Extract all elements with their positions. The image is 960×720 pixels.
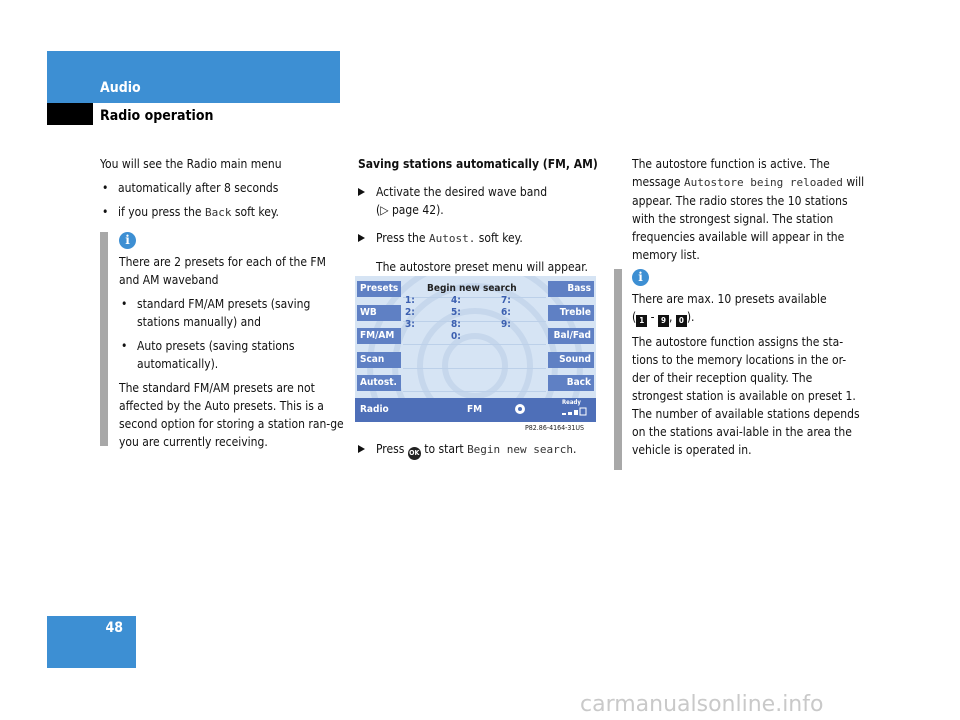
info-icon: i bbox=[632, 269, 649, 286]
step-text: Activate the desired wave band bbox=[376, 185, 548, 199]
step-result: The autostore preset menu will appear. bbox=[376, 260, 588, 274]
info-box bbox=[632, 269, 864, 465]
step-item bbox=[358, 440, 616, 460]
ok-button-icon: OK bbox=[408, 447, 421, 460]
subsection-title: Radio operation bbox=[100, 108, 214, 124]
step-text: Press bbox=[376, 442, 408, 456]
screen-title: Begin new search bbox=[427, 283, 517, 294]
divider bbox=[403, 391, 546, 392]
info-box-bar bbox=[100, 232, 108, 446]
preset-slot: 0: bbox=[451, 331, 461, 342]
softkey-scan[interactable]: Scan bbox=[357, 352, 401, 368]
page-number: 48 bbox=[105, 620, 123, 636]
divider bbox=[403, 344, 546, 345]
softkey-label: Autost. bbox=[428, 232, 476, 245]
body-text-part: The autostore function is active. The message bbox=[632, 157, 830, 189]
preset-slot: 7: bbox=[501, 295, 511, 306]
softkey-bal-fad[interactable]: Bal/Fad bbox=[548, 328, 594, 344]
divider bbox=[403, 368, 546, 369]
info-icon: i bbox=[119, 232, 136, 249]
info-keys bbox=[632, 308, 864, 327]
page-reference: (▷ page 42). bbox=[376, 203, 444, 217]
disc-icon bbox=[515, 404, 525, 414]
bullet-item bbox=[100, 203, 340, 222]
column-2 bbox=[358, 155, 598, 276]
comma: , bbox=[668, 310, 676, 324]
bullet-text: soft key. bbox=[231, 205, 279, 219]
softkey-back[interactable]: Back bbox=[548, 375, 594, 391]
arrow-icon bbox=[358, 234, 365, 242]
preset-slot: 8: bbox=[451, 319, 461, 330]
info-text: There are max. 10 presets available bbox=[632, 292, 827, 306]
intro-text: You will see the Radio main menu bbox=[100, 157, 282, 171]
info-bullet: • standard FM/AM presets (saving stations manually) and bbox=[119, 295, 345, 331]
info-box-bar bbox=[614, 269, 622, 470]
status-bar bbox=[355, 398, 596, 422]
step-text: soft key. bbox=[475, 231, 523, 245]
divider bbox=[403, 297, 546, 298]
paren: ). bbox=[686, 310, 695, 324]
preset-slot: 1: bbox=[405, 295, 415, 306]
status-ready: Ready bbox=[562, 399, 581, 406]
softkey-wb[interactable]: WB bbox=[357, 305, 401, 321]
radio-display bbox=[355, 276, 596, 422]
info-text: The autostore function assigns the sta-tions to the memory locations in the or-der of their reception quality. The strongest station is available on preset 1. The number of available stations depends on the stations avai-lable in the area the vehicle is operated in. bbox=[632, 335, 860, 457]
body-text-part: will appear. The radio stores the 10 stations with the strongest signal. The station frequencies available will appear in the memory list. bbox=[632, 175, 865, 262]
dash: - bbox=[647, 310, 658, 324]
bullet-text: if you press the bbox=[118, 205, 205, 219]
key-1-icon: 1 bbox=[636, 315, 647, 327]
body-text bbox=[632, 155, 872, 264]
signal-strength-icon bbox=[561, 407, 589, 417]
preset-slot: 9: bbox=[501, 319, 511, 330]
message-label: Autostore being reloaded bbox=[683, 176, 843, 189]
header-section-box bbox=[47, 51, 340, 103]
info-text: There are 2 presets for each of the FM and AM waveband bbox=[119, 255, 326, 287]
softkey-label: Back bbox=[204, 206, 232, 219]
status-band: FM bbox=[467, 404, 483, 415]
step-text: . bbox=[573, 442, 577, 456]
divider bbox=[403, 321, 546, 322]
softkey-presets[interactable]: Presets bbox=[357, 281, 401, 297]
step-text: to start bbox=[420, 442, 468, 456]
status-source: Radio bbox=[360, 404, 389, 415]
header-tab-marker bbox=[47, 103, 93, 125]
key-9-icon: 9 bbox=[658, 315, 669, 327]
paren: ( bbox=[632, 310, 637, 324]
preset-slot: 3: bbox=[405, 319, 415, 330]
column-1 bbox=[100, 155, 340, 228]
section-title: Audio bbox=[100, 80, 141, 96]
preset-slot: 5: bbox=[451, 307, 461, 318]
softkey-bass[interactable]: Bass bbox=[548, 281, 594, 297]
arrow-icon bbox=[358, 445, 365, 453]
softkey-autost[interactable]: Autost. bbox=[357, 375, 401, 391]
softkey-sound[interactable]: Sound bbox=[548, 352, 594, 368]
info-box bbox=[119, 232, 345, 457]
watermark: carmanualsonline.info bbox=[580, 692, 824, 717]
softkey-label: Begin new search bbox=[467, 443, 574, 456]
preset-slot: 2: bbox=[405, 307, 415, 318]
section-heading: Saving stations automatically (FM, AM) bbox=[358, 157, 598, 171]
preset-slot: 4: bbox=[451, 295, 461, 306]
figure-caption: P82.86-4164-31US bbox=[525, 424, 585, 432]
column-3 bbox=[632, 155, 872, 270]
step-item bbox=[358, 183, 598, 219]
step-item bbox=[358, 229, 598, 248]
step-text: Press the bbox=[376, 231, 429, 245]
info-text: The standard FM/AM presets are not affected by the Auto presets. This is a second option for storing a station ran-ge you are currently receiving. bbox=[119, 381, 344, 449]
info-bullet: • Auto presets (saving stations automatically). bbox=[119, 337, 345, 373]
key-0-icon: 0 bbox=[676, 315, 687, 327]
softkey-fm-am[interactable]: FM/AM bbox=[357, 328, 401, 344]
arrow-icon bbox=[358, 188, 365, 196]
preset-slot: 6: bbox=[501, 307, 511, 318]
bullet-item: • automatically after 8 seconds bbox=[100, 179, 340, 197]
softkey-treble[interactable]: Treble bbox=[548, 305, 594, 321]
